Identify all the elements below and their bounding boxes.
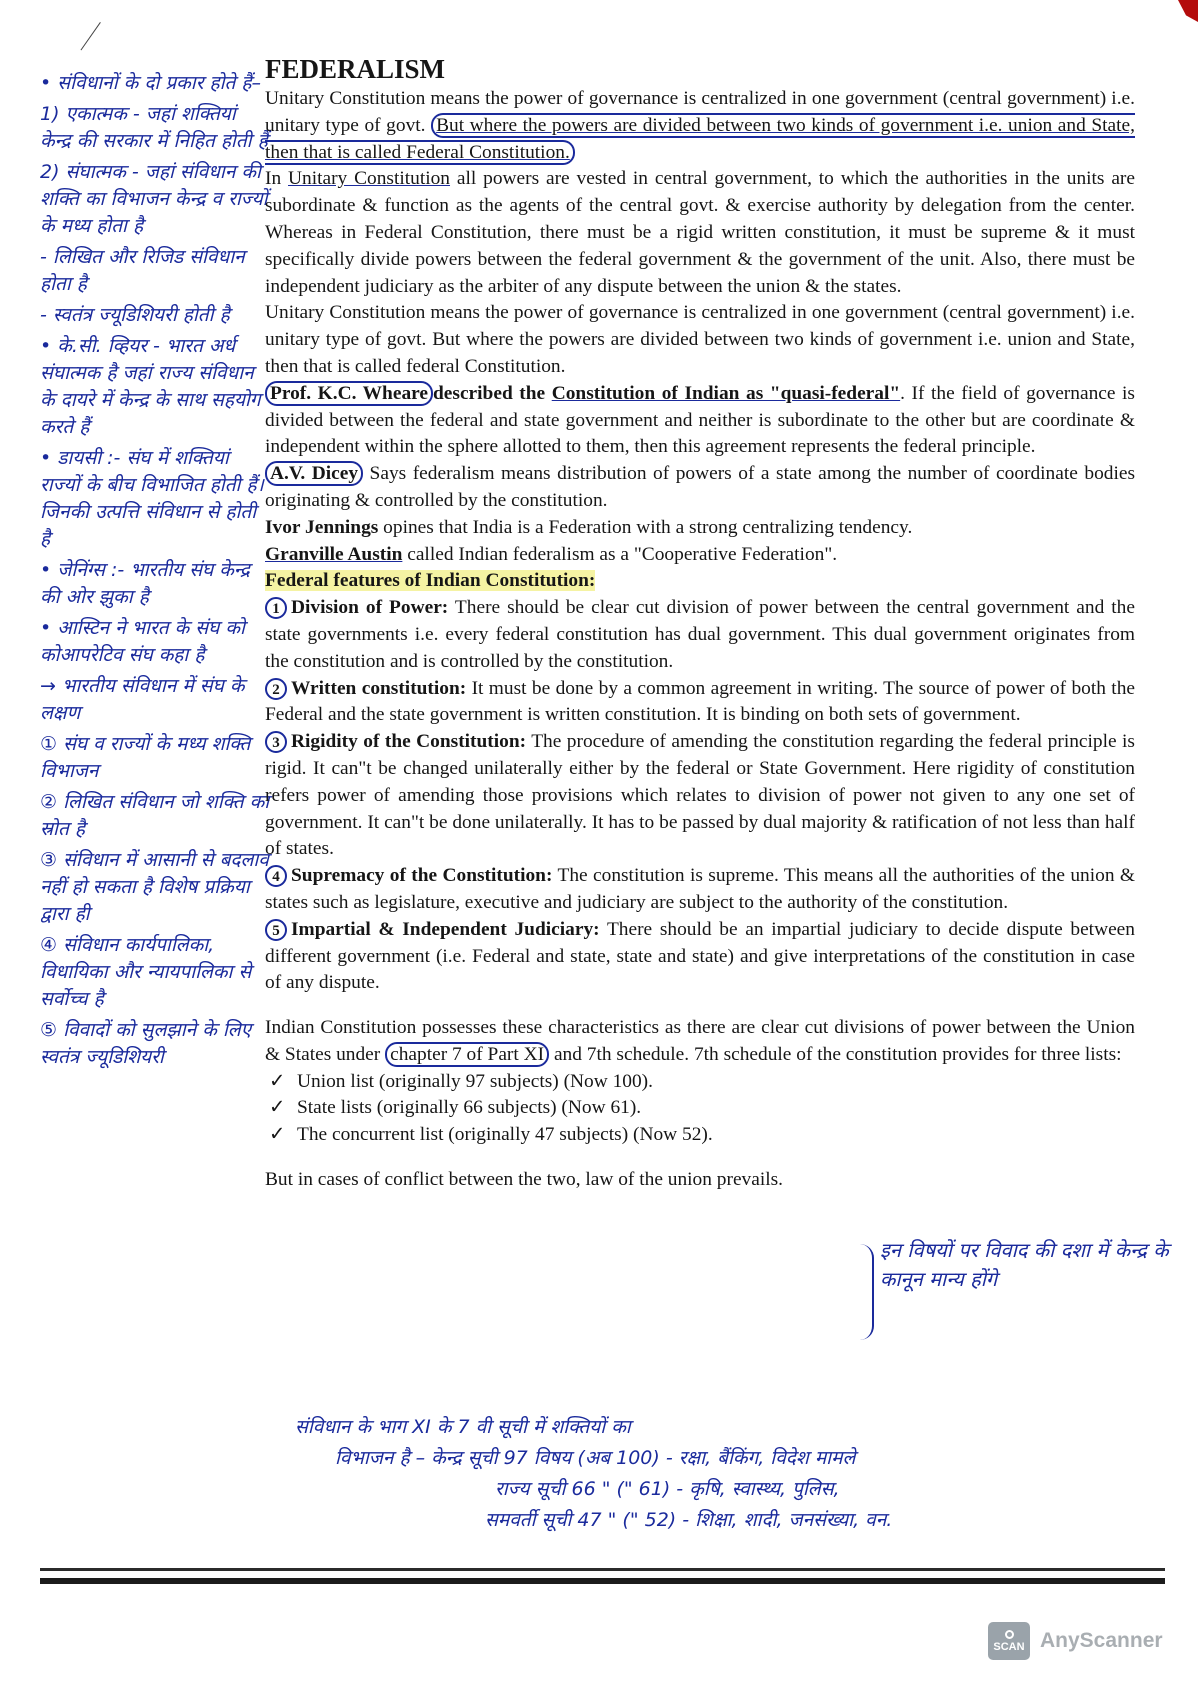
- austin-name: Granville Austin: [265, 543, 403, 565]
- indian-chapter: chapter 7 of Part XI: [385, 1042, 549, 1067]
- features-heading: [265, 568, 1135, 595]
- feature-text: It must be done by a common agreement in writing. The source of power of both the Federal and the state government is written constitution. It is binding on both sets of government.: [265, 677, 1135, 726]
- wheare-text: . If the field of governance is divided between the federal and state government and neither is subordinate to the other but are coordinate & independent within the sphere allotted to them, then this agreement represents the federal principle.: [265, 382, 1135, 458]
- feature-number: 5: [265, 919, 287, 941]
- margin-note: ⑤ विवादों को सुलझाने के लिए स्वतंत्र ज्यूडिशियरी: [40, 1019, 252, 1068]
- intro-term: Unitary Constitution: [288, 168, 451, 190]
- intro-text-boxed: But where the powers are divided between two kinds of government i.e. union and State, then that is called Federal Constitution.: [265, 114, 1135, 163]
- bottom-note-line: संविधान के भाग XI के 7 वी सूची में शक्तियों का: [295, 1416, 631, 1438]
- dicey-text: Says federalism means distribution of powers of a state among the number of coordinate bodies originating & controlled by the constitution.: [265, 463, 1135, 511]
- jennings-paragraph: [265, 515, 1135, 542]
- dicey-name: A.V. Dicey: [265, 461, 363, 486]
- margin-note: • के.सी. व्हियर - भारत अर्ध संघात्मक है जहां राज्य संविधान के दायरे में केन्द्र के साथ सहयोग करते हैं: [40, 335, 261, 438]
- feature-number: 2: [265, 678, 287, 700]
- intro-paragraph-1: [265, 86, 1135, 166]
- feature-text: There should be clear cut division of power between the central government and the state governments i.e. every federal constitution has dual government. This dual government originates from the constitution and is controlled by the constitution.: [265, 597, 1135, 672]
- page-edge-line: [40, 1578, 1165, 1584]
- check-icon: ✓: [269, 1124, 286, 1146]
- brace-mark: [848, 1244, 874, 1340]
- bottom-note-line: समवर्ती सूची 47 " (" 52) - शिक्षा, शादी, जनसंख्या, वन.: [485, 1509, 893, 1531]
- feature-title: Written constitution:: [291, 677, 467, 699]
- spacer: [265, 1149, 1135, 1167]
- scanner-watermark: [988, 1622, 1163, 1660]
- scanner-logo-icon: [988, 1622, 1030, 1660]
- page-edge-line: [40, 1568, 1165, 1571]
- list-item: [269, 1069, 1135, 1096]
- wheare-quote: Constitution of Indian as "quasi-federal": [551, 382, 901, 404]
- list-item-text: The concurrent list (originally 47 subjects) (Now 52).: [297, 1124, 713, 1146]
- feature-title: Rigidity of the Constitution:: [291, 731, 527, 753]
- seventh-schedule-lists: [265, 1069, 1135, 1149]
- indian-constitution-paragraph: [265, 1015, 1135, 1069]
- margin-note: ① संघ व राज्यों के मध्य शक्ति विभाजन: [40, 733, 251, 782]
- feature-number: 1: [265, 597, 287, 619]
- scanner-icon-text: SCAN: [993, 1640, 1025, 1653]
- conflict-paragraph: But in cases of conflict between the two, law of the union prevails.: [265, 1169, 784, 1191]
- feature-text: The procedure of amending the constitution regarding the federal principle is rigid. It can"t be changed unilaterally either by the federal or State Government. Here rigidity of constitution refers power of amending those provisions which relates to division of power not given to any one set of government. It can"t be done unilaterally. It has to be passed by dual majority & ratification of not less than half of states.: [265, 731, 1135, 860]
- wheare-text: described the: [433, 382, 552, 404]
- feature-title: Supremacy of the Constitution:: [291, 865, 553, 887]
- check-icon: ✓: [269, 1070, 286, 1092]
- typed-content: [265, 52, 1135, 1194]
- intro-paragraph-2: [265, 166, 1135, 300]
- corner-mark: [1178, 0, 1198, 22]
- handwritten-bottom-note: [295, 1412, 1155, 1536]
- pen-stroke: [80, 22, 122, 65]
- handwritten-margin-notes: [40, 70, 272, 1075]
- indian-text: Indian Constitution possesses these characteristics as there are clear cut divisions of power between the Union & States under: [265, 1017, 1135, 1065]
- margin-note: 2) संघात्मक - जहां संविधान की शक्ति का विभाजन केन्द्र व राज्यों के मध्य होता है: [40, 161, 268, 237]
- austin-text: called Indian federalism as a "Cooperative Federation".: [402, 543, 838, 565]
- feature-item: [265, 863, 1135, 917]
- jennings-name: Ivor Jennings: [265, 516, 379, 538]
- list-item: [269, 1095, 1135, 1122]
- scanner-name: AnyScanner: [1040, 1629, 1163, 1652]
- handwritten-right-note: इन विषयों पर विवाद की दशा में केन्द्र के कानून मान्य होंगे: [880, 1238, 1169, 1291]
- features-heading-text: Federal features of Indian Constitution:: [265, 570, 596, 592]
- margin-note: ③ संविधान में आसानी से बदलाव नहीं हो सकता है विशेष प्रक्रिया द्वारा ही: [40, 849, 269, 925]
- spacer: [265, 997, 1135, 1015]
- check-icon: ✓: [269, 1097, 286, 1119]
- bottom-note-line: विभाजन है – केन्द्र सूची 97 विषय (अब 100) - रक्षा, बैंकिंग, विदेश मामले: [335, 1447, 856, 1469]
- feature-text: The constitution is supreme. This means all the authorities of the union & states such as legislature, executive and judiciary are subject to the authority of the constitution.: [265, 865, 1135, 913]
- lens-icon: [1005, 1630, 1014, 1639]
- feature-title: Impartial & Independent Judiciary:: [291, 918, 600, 940]
- margin-note: ④ संविधान कार्यपालिका, विधायिका और न्यायपालिका से सर्वोच्च है: [40, 934, 252, 1010]
- feature-item: [265, 595, 1135, 675]
- intro-text: Unitary Constitution means the power of governance is centralized in one government (central government) i.e. unitary type of govt.: [265, 88, 1135, 136]
- bottom-note-line: राज्य सूची 66 " (" 61) - कृषि, स्वास्थ्य, पुलिस,: [495, 1478, 840, 1500]
- feature-text: There should be an impartial judiciary to decide dispute between different government (i.e. Federal and state, state and state) and give interpretations of the constitution in case of any dispute.: [265, 918, 1135, 994]
- margin-note: • आस्टिन ने भारत के संघ को कोआपरेटिव संघ कहा है: [40, 617, 245, 666]
- austin-paragraph: [265, 542, 1135, 569]
- margin-note: ② लिखित संविधान जो शक्ति का स्रोत है: [40, 791, 270, 840]
- dicey-paragraph: [265, 461, 1135, 515]
- feature-item: [265, 917, 1135, 997]
- list-item-text: State lists (originally 66 subjects) (Now 61).: [297, 1097, 642, 1119]
- list-item-text: Union list (originally 97 subjects) (Now 100).: [297, 1070, 653, 1092]
- page-title: FEDERALISM: [265, 54, 446, 84]
- intro-text: In: [265, 168, 289, 190]
- intro-paragraph-3: Unitary Constitution means the power of governance is centralized in one government (central government) i.e. unitary type of govt. But where the powers are divided between two kinds of government i.e. union and State, then that is called federal Constitution.: [265, 302, 1135, 377]
- wheare-name: Prof. K.C. Wheare: [265, 381, 433, 406]
- margin-note: → भारतीय संविधान में संघ के लक्षण: [40, 675, 245, 724]
- margin-note: - स्वतंत्र ज्यूडिशियरी होती है: [40, 304, 230, 326]
- feature-item: [265, 729, 1135, 863]
- list-item: [269, 1122, 1135, 1149]
- feature-number: 4: [265, 865, 287, 887]
- margin-note: - लिखित और रिजिड संविधान होता है: [40, 246, 245, 295]
- indian-text: and 7th schedule. 7th schedule of the constitution provides for three lists:: [549, 1043, 1122, 1065]
- margin-note: 1) एकात्मक - जहां शक्तियां केन्द्र की सरकार में निहित होती हैं: [40, 103, 268, 152]
- margin-note: • डायसी :- संघ में शक्तियां राज्यों के बीच विभाजित होती हैं। जिनकी उत्पत्ति संविधान से होती है: [40, 447, 264, 550]
- feature-number: 3: [265, 731, 287, 753]
- margin-note: • जेनिंग्स :- भारतीय संघ केन्द्र की ओर झुका है: [40, 559, 250, 608]
- wheare-paragraph: [265, 381, 1135, 461]
- margin-note: • संविधानों के दो प्रकार होते हैं–: [40, 72, 261, 94]
- feature-item: [265, 676, 1135, 730]
- jennings-text: opines that India is a Federation with a strong centralizing tendency.: [378, 516, 913, 538]
- feature-title: Division of Power:: [291, 597, 449, 619]
- intro-text: all powers are vested in central government, to which the authorities in the units are subordinate & function as the agents of the central govt. & exercise authority by delegation from the center. Whereas in Federal Constitution, there must be a rigid written constitution, it must be supreme & it must specifically divide powers between the federal government & the government of the unit. Also, there must be independent judiciary as the arbiter of any dispute between the union & the states.: [265, 168, 1135, 297]
